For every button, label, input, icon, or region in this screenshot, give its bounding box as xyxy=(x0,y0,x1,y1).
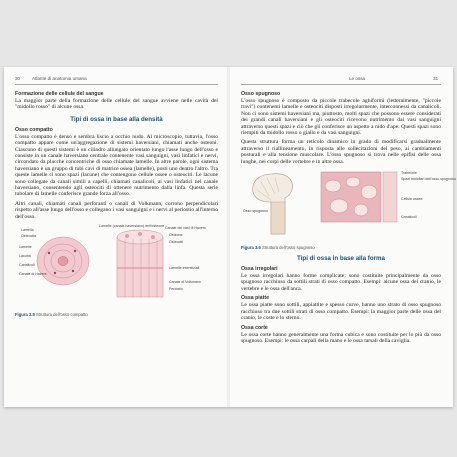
label-lamellae: Lamelle xyxy=(19,245,32,250)
right-content xyxy=(241,89,456,347)
right-page xyxy=(229,67,456,407)
paragraph: Le ossa corte hanno generalmente una forma cubica e sono costituite per lo più da osso spugnoso. Esempi: le ossa carpali della mano e le ossa tarsali della caviglia. xyxy=(241,331,441,344)
caption-number: Figura 3.5 xyxy=(15,312,35,318)
label-canaliculi: Canalicoli xyxy=(401,215,417,220)
label-interstitial-lamellae: Lamelle interstiziali xyxy=(169,266,200,271)
label-haversian-canal: Canale di Havers xyxy=(19,272,47,277)
label-concentric-lamellae: Lamelle (canale haversiano) dell'osteone xyxy=(99,224,165,229)
bone-section-illustration xyxy=(117,230,163,297)
label-lamella: Lamella xyxy=(21,228,34,233)
paragraph: L'osso spugnoso è composto da piccole trabecole aghiformi (letteralmente, "piccole travi") contenenti lamelle e osteociti disposti irregolarmente, interconnessi da canalicoli. Non ci sono sistemi haversiani ma, piuttosto, molti spazi che possono essere considerati dei grandi canali haversiani e gli osteociti ricevono nutrimento dai vasi sanguigni attraverso questi spazi e ciò che gli conferisce un aspetto a nido d'ape. Questi spazi sono riempiti da midollo rosso o giallo e da vasi sanguigni. xyxy=(241,98,441,137)
label-periosteum: Periostio xyxy=(169,287,183,292)
header-rule xyxy=(241,84,441,85)
subheading: Osso spugnoso xyxy=(241,91,281,97)
running-title: Le ossa xyxy=(349,76,366,81)
subheading: Ossa irregolari xyxy=(241,266,278,273)
left-content xyxy=(15,89,218,321)
paragraph: L'osso compatto è denso e sembra liscio a occhio nudo. Al microscopio, tuttavia, l'osso compatto appare come un'aggregazione di sistemi haversiani, chiamati anche osteoni. Ciascuno di questi sistemi è un cilindro allungato orientato lungo l'asse lungo dell'osso e consiste in un canale haversiano centrale contenente vasi sanguigni, vasi linfatici e nervi, circondato da placche concentriche di osso chiamate lamelle. In altre parole, ogni sistema haversiano è un gruppo di tubi cavi di matrice ossea (lamelle), posti uno dentro l'altro. Tra queste lamelle ci sono spazi (lacune) che contengono cellule ossee o osteociti. Le lacune sono collegate da canali simili a capelli, chiamati canalicoli, ai vasi linfatici nel canale haversiano, consentendo agli osteociti di ottenere nutrimento dalla linfa. Questa serie tubolare di lamelle conferisce grande forza all'osso. xyxy=(15,133,218,198)
label-canaliculi: Canalicoli xyxy=(19,263,35,268)
label-bone-cells: Cellule ossee xyxy=(401,197,423,202)
figure-caption xyxy=(241,245,441,250)
book-spread xyxy=(4,67,456,407)
subheading: Ossa corte xyxy=(241,324,268,331)
paragraph: Le ossa irregolari hanno forme complicate; sono costituite principalmente da osso spugnoso racchiuso da sottili strati di osso compatto. Esempi: alcune ossa del cranio, le vertebre e le ossa dell'anca. xyxy=(241,273,441,292)
label-haversian-vessels: Canale dei vasi di Havers xyxy=(165,226,206,231)
section-title: Tipi di ossa in base alla forma xyxy=(297,255,385,263)
caption-number: Figura 3.6 xyxy=(241,245,261,251)
figure-caption xyxy=(15,312,218,317)
page-number: 31 xyxy=(433,76,439,81)
running-title: Atlante di anatomia umana xyxy=(32,76,87,81)
femur-head-illustration xyxy=(253,174,293,234)
label-marrow-spaces: Spazi midollari dell'osso spugnoso xyxy=(401,177,456,182)
label-volkmann-canal: Canale di Volkmann xyxy=(169,280,201,285)
label-spongy-bone: Osso spugnoso xyxy=(243,209,268,214)
compact-bone-figure xyxy=(15,223,218,305)
paragraph: Le ossa piatte sono sottili, appiattite e spesso curve, hanno uno strato di osso spugnoso racchiuso tra due sottili strati di osso compatto. Esempi: la maggior parte delle ossa del cranio, le coste e lo sterno. xyxy=(241,302,441,322)
trabeculae-closeup-illustration xyxy=(321,172,397,222)
paragraph: Questa struttura forma un reticolo dinamico in grado di modificarsi gradualmente attraverso il riallineamento, in risposta alle sollecitazioni del peso, ai cambiamenti posturali e alla tensione muscolare. L'osso spugnoso si trova nelle epifisi delle ossa lunghe, nei corpi delle vertebre e in altre ossa. xyxy=(241,139,441,165)
subheading: Formazione delle cellule del sangue xyxy=(15,91,104,97)
left-page xyxy=(4,67,228,407)
paragraph: Altri canali, chiamati canali perforanti o canali di Volkmann, corrono perpendicolari rispetto all'asse lungo dell'osso e collegano i vasi sanguigni e i nervi al periostio all'interno dell'osso. xyxy=(15,200,218,220)
label-osteocytes: Osteociti xyxy=(169,240,183,245)
label-trabeculae: Trabecole xyxy=(401,171,417,176)
osteon-closeup-illustration xyxy=(37,237,89,285)
paragraph: La maggior parte della formazione delle cellule del sangue avviene nelle cavità del "midollo rosso" di alcune ossa. xyxy=(15,98,218,111)
page-number: 30 xyxy=(15,76,21,81)
header-rule xyxy=(15,84,218,85)
label-osteon: Osteone xyxy=(169,233,183,238)
caption-text: Struttura dell'osso spugnoso xyxy=(261,245,315,251)
subheading: Ossa piatte xyxy=(241,295,269,302)
label-osteocyte: Osteocita xyxy=(21,234,37,239)
spongy-bone-figure xyxy=(241,168,456,238)
caption-text: Struttura dell'osso compatto xyxy=(35,312,88,318)
section-title: Tipi di ossa in base alla densità xyxy=(70,115,163,123)
subheading: Osso compatto xyxy=(15,126,53,133)
label-lacuna: Lacuna xyxy=(19,254,31,259)
